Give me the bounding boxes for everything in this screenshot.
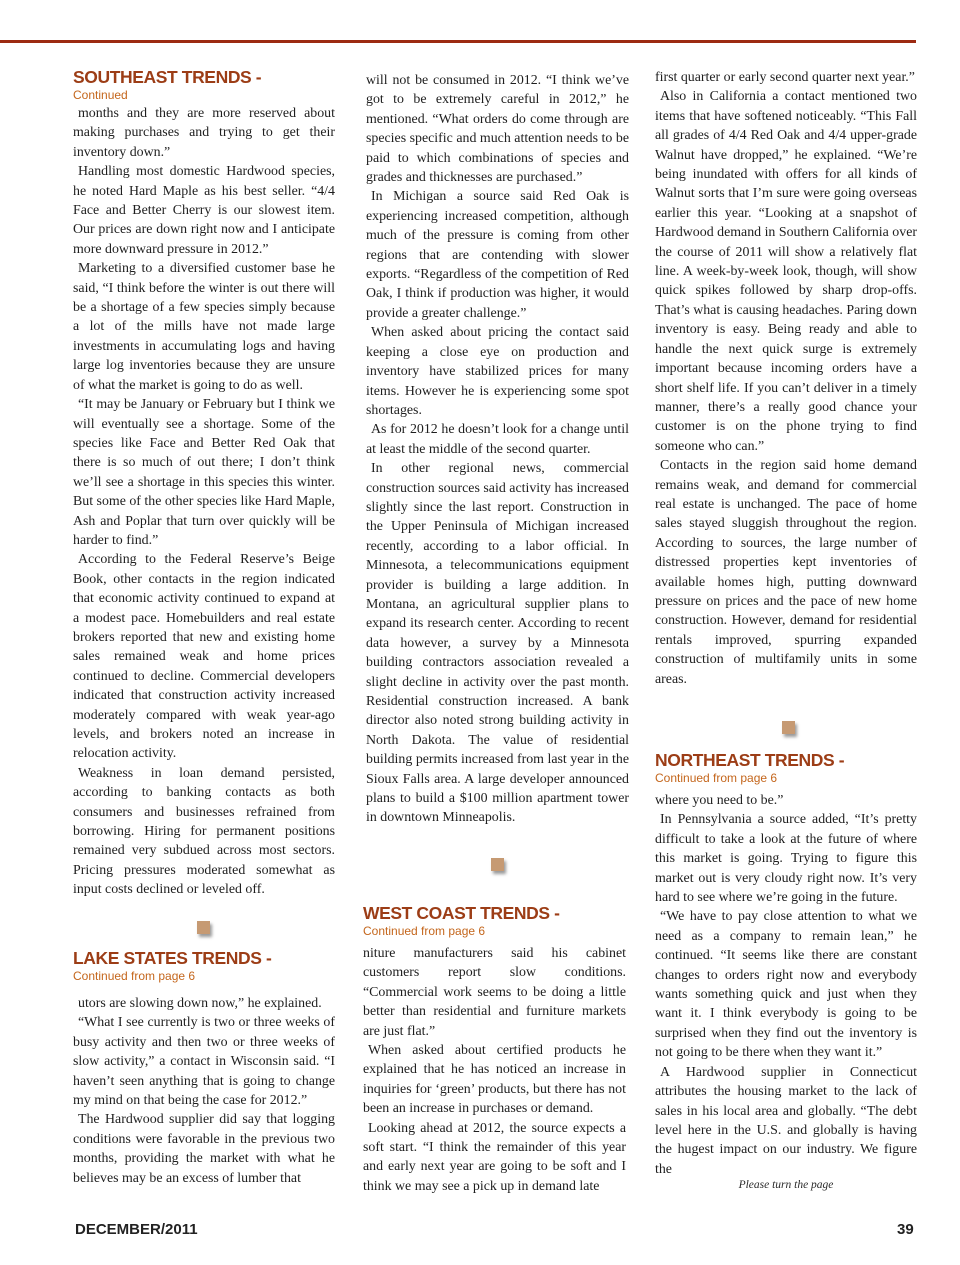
paragraph: Contacts in the region said home demand remains weak, and demand for commercial real estate is unchanged. The pace of home sales stayed sluggish throughout the region. According to sources, the large number of distressed properties kept inventories of available homes high, putting downward pressure on prices and the pace of new home construction. However, demand for residential rentals improved, spurring expanded construction of multifamily units in some areas. xyxy=(655,458,917,687)
section-marker-icon xyxy=(782,721,795,734)
column-2-lower xyxy=(363,903,626,1196)
column-3 xyxy=(655,68,917,689)
paragraph: When asked about pricing the contact said keeping a close eye on production and inventory have stabilized prices for many items. However he is experiencing some spot shortages. xyxy=(366,325,629,418)
section-marker-icon xyxy=(197,921,210,934)
column-2 xyxy=(366,71,629,828)
southeast-heading: SOUTHEAST TRENDS - xyxy=(73,67,262,87)
paragraph: When asked about certified products he explained that he has noticed an increase in inquiries for ‘green’ products, but there has not been an increase in purchases or demand. xyxy=(363,1043,626,1117)
paragraph: Weakness in loan demand persisted, according to banking contacts as both consumers and businesses refrained from borrowing. Hiring for permanent positions remained very subdued across most sectors. Pricing pressures moderated somewhat as input costs declined or leveled off. xyxy=(73,765,335,898)
lake-states-continued: Continued from page 6 xyxy=(73,969,196,983)
paragraph: The Hardwood supplier did say that logging conditions were favorable in the previous two months, providing the market with what he believes may be an excess of lumber that xyxy=(73,1112,335,1186)
paragraph: Handling most domestic Hardwood species, he noted Hard Maple as his best seller. “4/4 Face and Better Cherry is our slowest item. Our prices are down right now and I anticipate more downward pressure in 2012.” xyxy=(73,164,335,257)
paragraph: Looking ahead at 2012, the source expects a soft start. “I think the remainder of this year and early next year are going to be soft and I think we may see a pick up in demand late xyxy=(363,1120,626,1194)
turn-page-note: Please turn the page xyxy=(738,1179,834,1191)
paragraph: In other regional news, commercial construction sources said activity has increased slightly since the last report. Construction in the Upper Peninsula of Michigan increased recently, according to a labor official. In Minnesota, a telecommunications equipment provider is building a large addition. In Montana, an agricultural supplier plans to expand its research center. According to recent data however, a survey by a Minnesota building contractors association revealed a slight decline in activity over the past month. Residential construction increased. A bank director also noted strong building activity in North Dakota. The value of residential building permits increased from last year in the Sioux Falls area. A large developer announced plans to build a $100 million apartment tower in downtown Minneapolis. xyxy=(366,461,629,826)
issue-date: DECEMBER/2011 xyxy=(75,1221,198,1238)
paragraph: utors are slowing down now,” he explained. xyxy=(78,996,322,1011)
paragraph: “We have to pay close attention to what we need as a company to remain lean,” he continued. “It seems like there are constant changes to orders right now and everybody wants something quick and just when they want it. I think everybody is going to be surprised when they find out the inventory is not going to be there when they want it.” xyxy=(655,909,917,1061)
lake-states-heading: LAKE STATES TRENDS - xyxy=(73,948,272,968)
column-1 xyxy=(73,67,335,900)
northeast-continued: Continued from page 6 xyxy=(655,771,778,785)
paragraph: will not be consumed in 2012. “I think we’ve got to be extremely careful in 2012,” he mentioned. “What orders do come through are species specific and much attention needs to be paid to which combinations of species and grades and thicknesses are purchased.” xyxy=(366,73,629,186)
top-rule xyxy=(0,40,916,43)
paragraph: A Hardwood supplier in Connecticut attributes the housing market to the lack of sales in his local area and globally. “The debt level here in the U.S. and globally is having the hugest impact on our industry. We figure the xyxy=(655,1064,917,1177)
paragraph: According to the Federal Reserve’s Beige Book, other contacts in the region indicated that economic activity continued to expand at a modest pace. Homebuilders and real estate brokers reported that new and existing home sales remained weak and home prices continued to decline. Commercial developers indicated that construction activity increased moderately compared with weak year-ago levels, and brokers noted an increase in relocation activity. xyxy=(73,552,335,762)
section-marker-icon xyxy=(491,858,504,871)
paragraph: niture manufacturers said his cabinet customers report slow conditions. “Commercial work seems to be doing a little better than residential and furniture markets are just flat.” xyxy=(363,946,626,1039)
west-coast-continued: Continued from page 6 xyxy=(363,924,486,938)
northeast-heading: NORTHEAST TRENDS - xyxy=(655,750,845,770)
paragraph: Marketing to a diversified customer base he said, “I think before the winter is out there will be a shortage of a few species simply because a lot of the mills have not made large investments in accumulating logs and having large log inventories because they are unsure of what the market is going to do as well. xyxy=(73,261,335,393)
paragraph: In Pennsylvania a source added, “It’s pretty difficult to take a look at the future of where this market is going. Trying to figure this market out is very cloudy right now. It’s very hard to see where we’re going in the future. xyxy=(655,812,917,906)
paragraph: Also in California a contact mentioned two items that have softened noticeably. “This Fall all grades of 4/4 Red Oak and 4/4 upper-grade Walnut have dropped,” he explained. “We’re being inundated with offers for all kinds of Walnut sorts that I’m sure were going overseas earlier this year. “Looking at a snapshot of Hardwood demand in Southern California over the course of 2011 will show a relatively flat line. A week-by-week look, though, will show quick spikes followed by sharp drop-offs. That’s what is causing headaches. Paring down inventory is easy. Being ready and able to handle the next quick surge is extremely important because incoming orders have a short shelf life. If you can’t deliver in a timely manner, there’s a really good chance your customer is on the phone trying to find someone who can.” xyxy=(655,89,917,454)
southeast-continued: Continued xyxy=(73,88,128,102)
paragraph: first quarter or early second quarter next year.” xyxy=(655,70,915,85)
paragraph: As for 2012 he doesn’t look for a change until at least the middle of the second quarter. xyxy=(366,422,629,457)
west-coast-heading: WEST COAST TRENDS - xyxy=(363,903,560,923)
page-number: 39 xyxy=(897,1221,914,1238)
paragraph: “It may be January or February but I think we will eventually see a shortage. Some of the species like Face and Better Red Oak that there is so much of out there; I don’t think we’ll see a shortage in this species this winter. But some of the other species like Hard Maple, Ash and Poplar that turn over quickly will be harder to find.” xyxy=(73,397,335,548)
paragraph: In Michigan a source said Red Oak is experiencing increased competition, although much of the pressure is coming from other regions that are contending with slower exports. “Regardless of the competition of Red Oak, I think if production was higher, it would provide a greater challenge.” xyxy=(366,189,629,321)
paragraph: where you need to be.” xyxy=(655,793,784,808)
column-3-lower xyxy=(655,750,917,1179)
paragraph: months and they are more reserved about making purchases and trying to get their inventory down.” xyxy=(73,106,335,160)
paragraph: “What I see currently is two or three weeks of busy activity and then two or three weeks of slow activity,” a contact in Wisconsin said. “I haven’t seen anything that is going to change my mind on that being the case for 2012.” xyxy=(73,1015,335,1109)
column-1-lower xyxy=(73,948,335,1188)
